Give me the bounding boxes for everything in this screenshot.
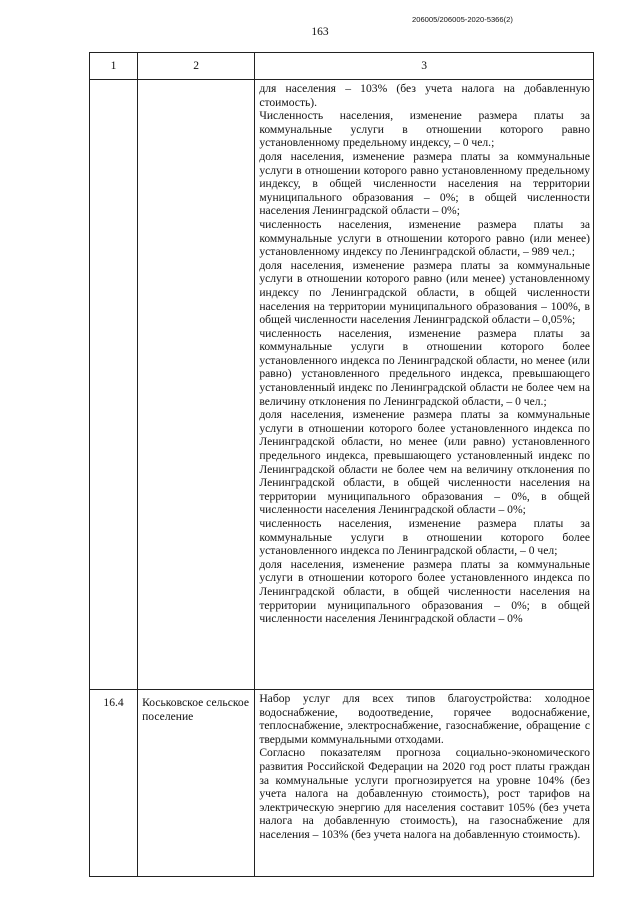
description-cell xyxy=(255,690,594,877)
column-header: 1 xyxy=(90,53,138,80)
row-number-cell xyxy=(90,80,138,690)
document-code: 206005/206005-2020-5366(2) xyxy=(412,15,513,24)
column-header: 2 xyxy=(138,53,255,80)
table-header-row xyxy=(90,53,594,80)
paragraph: Согласно показателям прогноза социально-экономического развития Российской Федерации на 2020 год рост платы граждан за коммунальные услуги прогнозируется на уровне 104% (без учета налога на добавленную стоимость), рост тарифов на электрическую энергию для населения составит 105% (без учета налога на добавленную стоимость), на газоснабжение для населения – 103% (без учета налога на добавленную стоимость). xyxy=(259,746,590,841)
table-row xyxy=(90,690,594,877)
row-number-cell: 16.4 xyxy=(90,690,138,877)
description-cell xyxy=(255,80,594,690)
paragraph: доля населения, изменение размера платы за коммунальные услуги в отношении которого равно (или менее) установленному индексу по Ленинградской области, в общей численности населения на территории муниципального образования – 100%, в общей численности населения Ленинградской области – 0,05%; xyxy=(259,258,590,327)
paragraph: доля населения, изменение размера платы за коммунальные услуги в отношении которого более установленного индекса по Ленинградской области, в общей численности населения на территории муниципального образования – 0%; в общей численности населения Ленинградской области – 0% xyxy=(259,557,590,626)
paragraph: доля населения, изменение размера платы за коммунальные услуги в отношении которого равно установленному предельному индексу, в общей численности населения на территории муниципального образования – 0%; в общей численности населения Ленинградской области – 0%; xyxy=(259,149,590,218)
paragraph: для населения – 103% (без учета налога на добавленную стоимость). xyxy=(259,82,590,109)
table-row xyxy=(90,80,594,690)
paragraph: численность населения, изменение размера платы за коммунальные услуги в отношении которого более установленного индекса по Ленинградской области, – 0 чел; xyxy=(259,517,590,558)
paragraph: Численность населения, изменение размера платы за коммунальные услуги в отношении которого равно установленному предельному индексу, – 0 чел.; xyxy=(259,109,590,150)
paragraph: численность населения, изменение размера платы за коммунальные услуги в отношении которого более установленного индекса по Ленинградской области, но менее (или равно) установленного предельного индекса, превышающего установленный индекс по Ленинградской области не более чем на величину отклонения по Ленинградской области, – 0 чел.; xyxy=(259,326,590,408)
settlement-name-cell xyxy=(138,80,255,690)
paragraph: доля населения, изменение размера платы за коммунальные услуги в отношении которого более установленного индекса по Ленинградской области, но менее (или равно) установленного предельного индекса, превышающего установленный индекс по Ленинградской области не более чем на величину отклонения по Ленинградской области, в общей численности населения на территории муниципального образования – 0%, в общей численности населения Ленинградской области – 0%; xyxy=(259,408,590,517)
paragraph: численность населения, изменение размера платы за коммунальные услуги в отношении которого равно (или менее) установленному индексу по Ленинградской области, – 989 чел.; xyxy=(259,217,590,259)
settlement-name-cell: Коськовское сельское поселение xyxy=(138,690,255,877)
paragraph: Набор услуг для всех типов благоустройства: холодное водоснабжение, водоотведение, горячее водоснабжение, теплоснабжение, электроснабжение, газоснабжение, обращение с твердыми коммунальными отходами. xyxy=(259,692,590,746)
page-number: 163 xyxy=(311,26,329,38)
column-header: 3 xyxy=(255,53,594,80)
data-table xyxy=(89,52,594,877)
